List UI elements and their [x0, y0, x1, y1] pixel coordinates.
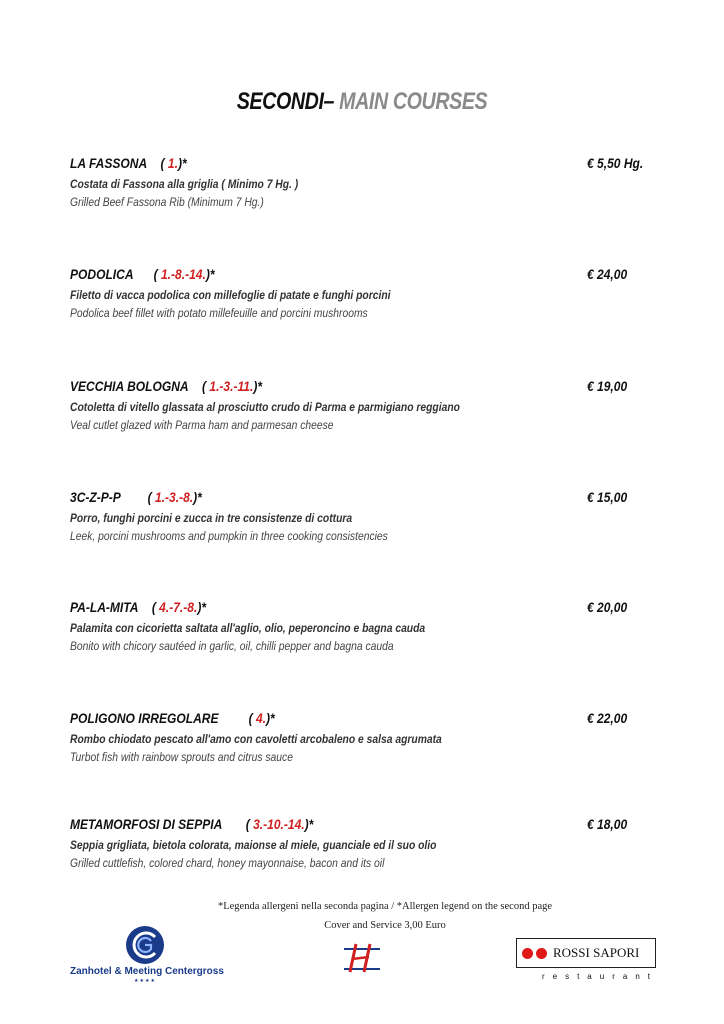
- dish-name: METAMORFOSI DI SEPPIA: [70, 816, 223, 832]
- red-dot-icon: [536, 948, 547, 959]
- dish-name: 3C-Z-P-P: [70, 489, 121, 505]
- dish-name-line: [70, 709, 586, 727]
- allergen-codes: 1.-8.-14.: [160, 266, 206, 282]
- allergen-open: (: [160, 155, 168, 171]
- allergen-group: [152, 599, 206, 615]
- allergen-group: [246, 816, 314, 832]
- dish-price: € 15,00: [587, 489, 628, 505]
- allergen-codes: 1.: [167, 155, 178, 171]
- dish-description-en: Leek, porcini mushrooms and pumpkin in three cooking consistencies: [70, 529, 388, 543]
- rossi-subtitle: restaurant: [541, 972, 658, 981]
- menu-item: [70, 709, 670, 766]
- dish-name: POLIGONO IRREGOLARE: [70, 710, 219, 726]
- dish-description-en: Veal cutlet glazed with Parma ham and parmesan cheese: [70, 418, 334, 432]
- title-italian: SECONDI–: [236, 88, 340, 115]
- dish-description-en: Podolica beef fillet with potato millefeuille and porcini mushrooms: [70, 306, 368, 320]
- dish-price: € 22,00: [587, 710, 628, 726]
- dish-price: € 18,00: [587, 816, 628, 832]
- dish-name-line: [70, 265, 586, 283]
- menu-item: [70, 154, 670, 211]
- dish-description-it: Seppia grigliata, bietola colorata, maionse al miele, guanciale ed il suo olio: [70, 838, 437, 852]
- dish-description-en: Turbot fish with rainbow sprouts and citrus sauce: [70, 750, 293, 764]
- dish-name: VECCHIA BOLOGNA: [70, 378, 189, 394]
- allergen-close: )*: [205, 266, 215, 282]
- allergen-open: (: [202, 378, 210, 394]
- dish-name-line: [70, 488, 586, 506]
- dish-price: € 24,00: [587, 266, 628, 282]
- menu-item: [70, 815, 670, 872]
- zanhotel-emblem-icon: [124, 924, 166, 966]
- dish-description-it: Costata di Fassona alla griglia ( Minimo 7 Hg. ): [70, 177, 299, 191]
- allergen-close: )*: [253, 378, 263, 394]
- allergen-close: )*: [197, 599, 207, 615]
- allergen-codes: 1.-3.-11.: [209, 378, 254, 394]
- allergen-open: (: [151, 599, 160, 615]
- dish-name-line: [70, 154, 586, 172]
- dish-description-it: Palamita con cicorietta saltata all'aglio, olio, peperoncino e bagna cauda: [70, 621, 426, 635]
- dish-description-it: Cotoletta di vitello glassata al prosciutto crudo di Parma e parmigiano reggiano: [70, 400, 460, 414]
- rossi-frame: [516, 938, 656, 968]
- menu-item: [70, 488, 670, 545]
- allergen-group: [148, 489, 202, 505]
- allergen-open: (: [147, 489, 155, 505]
- menu-item: [70, 377, 670, 434]
- allergen-close: )*: [177, 155, 187, 171]
- dish-price: € 5,50 Hg.: [587, 155, 644, 171]
- allergen-group: [249, 710, 275, 726]
- allergen-close: )*: [193, 489, 202, 505]
- zanhotel-logo: [70, 922, 224, 984]
- dish-description-en: Bonito with chicory sautéed in garlic, oil, chilli pepper and bagna cauda: [70, 639, 394, 653]
- dish-name: PA-LA-MITA: [70, 599, 139, 615]
- dish-description-it: Filetto di vacca podolica con millefoglie di patate e funghi porcini: [70, 288, 391, 302]
- allergen-group: [202, 378, 262, 394]
- allergen-codes: 4.: [255, 710, 267, 726]
- zanhotel-stars: ★★★★: [134, 978, 156, 984]
- allergen-codes: 3.-10.-14.: [253, 816, 305, 832]
- allergen-close: )*: [266, 710, 275, 726]
- dish-price: € 20,00: [587, 599, 628, 615]
- allergen-group: [154, 266, 215, 282]
- menu-item: [70, 598, 670, 655]
- dish-name-line: [70, 377, 586, 395]
- allergen-open: (: [248, 710, 256, 726]
- dish-description-it: Porro, funghi porcini e zucca in tre consistenze di cottura: [70, 511, 353, 525]
- dish-name-line: [70, 598, 586, 616]
- allergen-group: [161, 155, 187, 171]
- cover-service-note: Cover and Service 3,00 Euro: [324, 920, 446, 931]
- allergen-close: )*: [304, 816, 314, 832]
- dish-price: € 19,00: [587, 378, 628, 394]
- allergen-codes: 1.-3.-8.: [154, 489, 194, 505]
- menu-item: [70, 265, 670, 322]
- section-title: [65, 88, 659, 116]
- allergen-codes: 4.-7.-8.: [159, 599, 198, 615]
- rossi-name: ROSSI SAPORI: [553, 945, 640, 960]
- hotel-h-logo: [342, 940, 382, 976]
- dish-description-en: Grilled Beef Fassona Rib (Minimum 7 Hg.): [70, 195, 264, 209]
- red-dot-icon: [522, 948, 533, 959]
- title-english: MAIN COURSES: [339, 88, 488, 115]
- allergen-open: (: [153, 266, 161, 282]
- dish-name: LA FASSONA: [70, 155, 148, 171]
- rossi-sapori-logo: [516, 938, 658, 986]
- allergen-legend-note: *Legenda allergeni nella seconda pagina / *Allergen legend on the second page: [217, 901, 553, 912]
- dish-name-line: [70, 815, 586, 833]
- h-monogram-icon: [342, 940, 382, 976]
- allergen-open: (: [245, 816, 254, 832]
- zanhotel-name: Zanhotel & Meeting Centergross: [70, 966, 224, 977]
- dish-description-en: Grilled cuttlefish, colored chard, honey mayonnaise, bacon and its oil: [70, 856, 385, 870]
- dish-description-it: Rombo chiodato pescato all'amo con cavoletti arcobaleno e salsa agrumata: [70, 732, 442, 746]
- dish-name: PODOLICA: [70, 266, 134, 282]
